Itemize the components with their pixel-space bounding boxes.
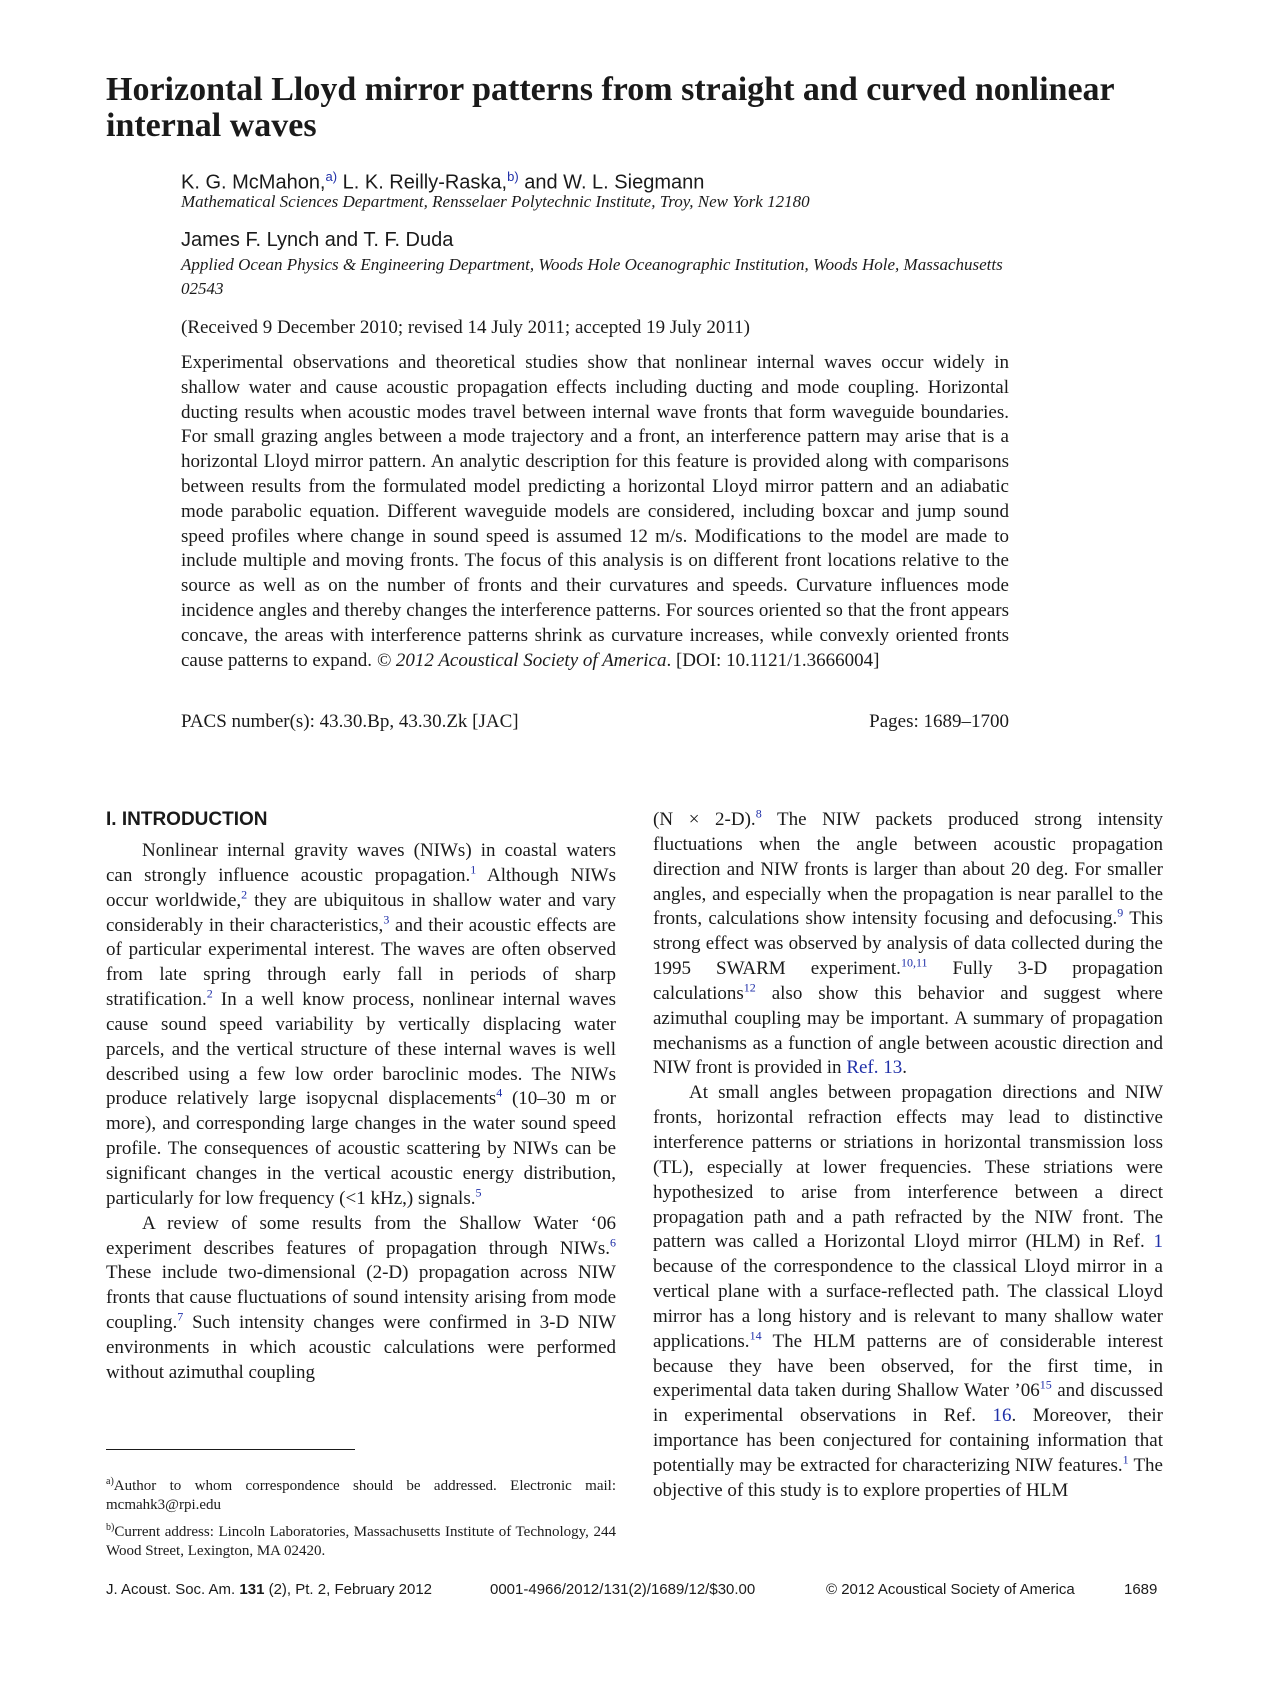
reference-link[interactable]: Ref. 13 [846, 1057, 903, 1079]
abstract-doi[interactable]: . [DOI: 10.1121/1.3666004] [666, 649, 880, 671]
citation-link[interactable]: 6 [610, 1235, 616, 1250]
text-run: At small angles between propagation directions and NIW fronts, horizontal refraction effects may lead to distinctive interference patterns or striations in horizontal transmission loss (TL), especially at lower frequencies. These striations were hypothesized to arise from interference between a direct propagation path and a path refracted by the NIW front. The pattern was called a Horizontal Lloyd mirror (HLM) in Ref. [653, 1082, 1163, 1253]
text-run: and discussed in experimental observations in Ref. [653, 1380, 1163, 1427]
text-run: also show this behavior and suggest where azimuthal coupling may be important. A summary of propagation mechanisms as a function of angle between acoustic direction and NIW front is provided in [653, 982, 1163, 1079]
footnotes [106, 1472, 616, 1564]
text-run: . [902, 1057, 907, 1079]
text-run: Such intensity changes were confirmed in 3-D NIW environments in which acoustic calculations were performed without azimuthal coupling [106, 1312, 616, 1383]
text-run: A review of some results from the Shallow Water ‘06 experiment describes features of propagation through NIWs. [106, 1212, 616, 1259]
citation-link[interactable]: 1 [470, 862, 477, 877]
paragraph [106, 1212, 616, 1386]
author-name: and W. L. Siegmann [518, 171, 705, 194]
text-run: The objective of this study is to explore properties of HLM [653, 1454, 1163, 1501]
affiliation-2: Applied Ocean Physics & Engineering Department, Woods Hole Oceanographic Institution, Woods Hole, Massachusetts 02543 [181, 255, 1003, 298]
paragraph [653, 808, 1163, 1081]
citation-link[interactable]: 10,11 [900, 955, 928, 970]
footer-code: 0001-4966/2012/131(2)/1689/12/$30.00 [490, 1581, 756, 1598]
text-run: Fully 3-D propagation calculations [653, 958, 1163, 1004]
citation-link[interactable]: 12 [743, 980, 756, 995]
reference-link[interactable]: 1 [1153, 1231, 1163, 1253]
paragraph [106, 839, 616, 1212]
right-column [653, 808, 1163, 1504]
page-number: 1689 [1124, 1581, 1158, 1598]
author-line-2: James F. Lynch and T. F. Duda [181, 229, 454, 251]
citation-link[interactable]: 2 [206, 986, 213, 1001]
article-title: Horizontal Lloyd mirror patterns from straight and curved nonlinear internal waves [106, 71, 1115, 144]
left-column [106, 839, 616, 1386]
text-run: (N × 2-D). [653, 809, 756, 830]
footnote-divider [106, 1449, 355, 1450]
citation-link[interactable]: 3 [383, 912, 390, 927]
text-run: (10–30 m or more), and corresponding large changes in the water sound speed profile. The consequences of acoustic scattering by NIWs can be significant changes in the vertical acoustic energy distribution, particularly for low frequency (<1 kHz,) signals. [106, 1088, 616, 1209]
text-run: Although NIWs occur worldwide, [106, 864, 616, 911]
paragraph [653, 1081, 1163, 1503]
footnote-text: Author to whom correspondence should be addressed. Electronic mail: mcmahk3@rpi.edu [106, 1478, 616, 1513]
abstract-body: Experimental observations and theoretical studies show that nonlinear internal waves occur widely in shallow water and cause acoustic propagation effects including ducting and mode coupling. Horizontal ducting results when acoustic modes travel between internal wave fronts that form waveguide boundaries. For small grazing angles between a mode trajectory and a front, an interference pattern may arise that is a horizontal Lloyd mirror pattern. An analytic description for this feature is provided along with comparisons between results from the formulated model predicting a horizontal Lloyd mirror pattern and an adiabatic mode parabolic equation. Different waveguide models are considered, including boxcar and jump sound speed profiles where change in sound speed is assumed 12 m/s. Modifications to the model are made to include multiple and moving fronts. The focus of this analysis is on different front locations relative to the source as well as on the number of fronts and their curvatures and speeds. Curvature influences mode incidence angles and thereby changes the interference patterns. For sources oriented so that the front appears concave, the areas with interference patterns shrink as curvature increases, while convexly oriented fronts cause patterns to expand. [181, 352, 1009, 671]
citation-link[interactable]: 9 [1117, 906, 1124, 921]
text-run: This strong effect was observed by analysis of data collected during the 1995 SWARM experiment. [653, 908, 1164, 980]
pacs-numbers: PACS number(s): 43.30.Bp, 43.30.Zk [JAC] [181, 711, 519, 732]
text-run: The NIW packets produced strong intensity fluctuations when the angle between acoustic propagation direction and NIW fronts is larger than about 20 deg. For smaller angles, and especially when the propagation is near parallel to the fronts, calculations show intensity focusing and defocusing. [653, 809, 1163, 930]
citation-link[interactable]: 7 [177, 1309, 184, 1324]
author-name: L. K. Reilly-Raska, [337, 171, 508, 194]
footnote-text: Current address: Lincoln Laboratories, Massachusetts Institute of Technology, 244 Wood Street, Lexington, MA 02420. [106, 1524, 616, 1559]
affiliation-1: Mathematical Sciences Department, Rensselaer Polytechnic Institute, Troy, New York 12180 [181, 192, 810, 211]
abstract-copyright: © 2012 Acoustical Society of America [371, 649, 667, 671]
footer-journal [106, 1580, 432, 1600]
page-range: Pages: 1689–1700 [869, 711, 1009, 732]
footnote-link[interactable]: a) [325, 169, 338, 184]
citation-link[interactable]: 4 [496, 1086, 503, 1101]
section-heading: I. INTRODUCTION [106, 809, 268, 830]
text-run: In a well know process, nonlinear internal waves cause sound speed variability by vertically displacing water parcels, and the vertical structure of these internal waves is well described using a few low order baroclinic modes. The NIWs produce relatively large isopycnal displacements [106, 989, 616, 1110]
text-run: and their acoustic effects are of particular experimental interest. The waves are often observed from late spring through early fall in periods of sharp stratification. [106, 914, 616, 1011]
footnote-mark: b) [106, 1522, 115, 1533]
citation-link[interactable]: 1 [1122, 1452, 1129, 1467]
citation-link[interactable]: 15 [1039, 1378, 1052, 1393]
author-name: K. G. McMahon, [181, 171, 326, 194]
text-run: because of the correspondence to the classical Lloyd mirror in a vertical plane with a surface-reflected path. The classical Lloyd mirror has a long history and is relevant to many shallow water applications. [653, 1256, 1163, 1352]
abstract [181, 351, 1009, 673]
journal-issue: (2), Pt. 2, February 2012 [264, 1581, 432, 1598]
citation-link[interactable]: 14 [749, 1328, 762, 1343]
footnote-link[interactable]: b) [507, 169, 519, 184]
text-run: Nonlinear internal gravity waves (NIWs) in coastal waters can strongly influence acoustic propagation. [106, 840, 616, 886]
text-run: The HLM patterns are of considerable interest because they have been observed, for the first time, in experimental data taken during Shallow Water ’06 [653, 1330, 1163, 1402]
footer-copyright: © 2012 Acoustical Society of America [826, 1581, 1075, 1598]
citation-link[interactable]: 8 [755, 806, 762, 821]
text-run: they are ubiquitous in shallow water and vary considerably in their characteristics, [106, 889, 616, 936]
citation-link[interactable]: 5 [475, 1185, 482, 1200]
text-run: . Moreover, their importance has been conjectured for containing information that potentially may be extracted for characterizing NIW features. [653, 1405, 1163, 1476]
footnote-mark: a) [106, 1476, 114, 1487]
received-dates: (Received 9 December 2010; revised 14 July 2011; accepted 19 July 2011) [181, 317, 750, 338]
footnote-b [106, 1518, 616, 1561]
journal-volume: 131 [239, 1581, 265, 1598]
citation-link[interactable]: 2 [241, 887, 248, 902]
reference-link[interactable]: 16 [992, 1405, 1012, 1427]
footnote-a [106, 1472, 616, 1515]
text-run: These include two-dimensional (2-D) propagation across NIW fronts that cause fluctuations of sound intensity arising from mode coupling. [106, 1262, 616, 1334]
journal-name: J. Acoust. Soc. Am. [106, 1581, 240, 1598]
